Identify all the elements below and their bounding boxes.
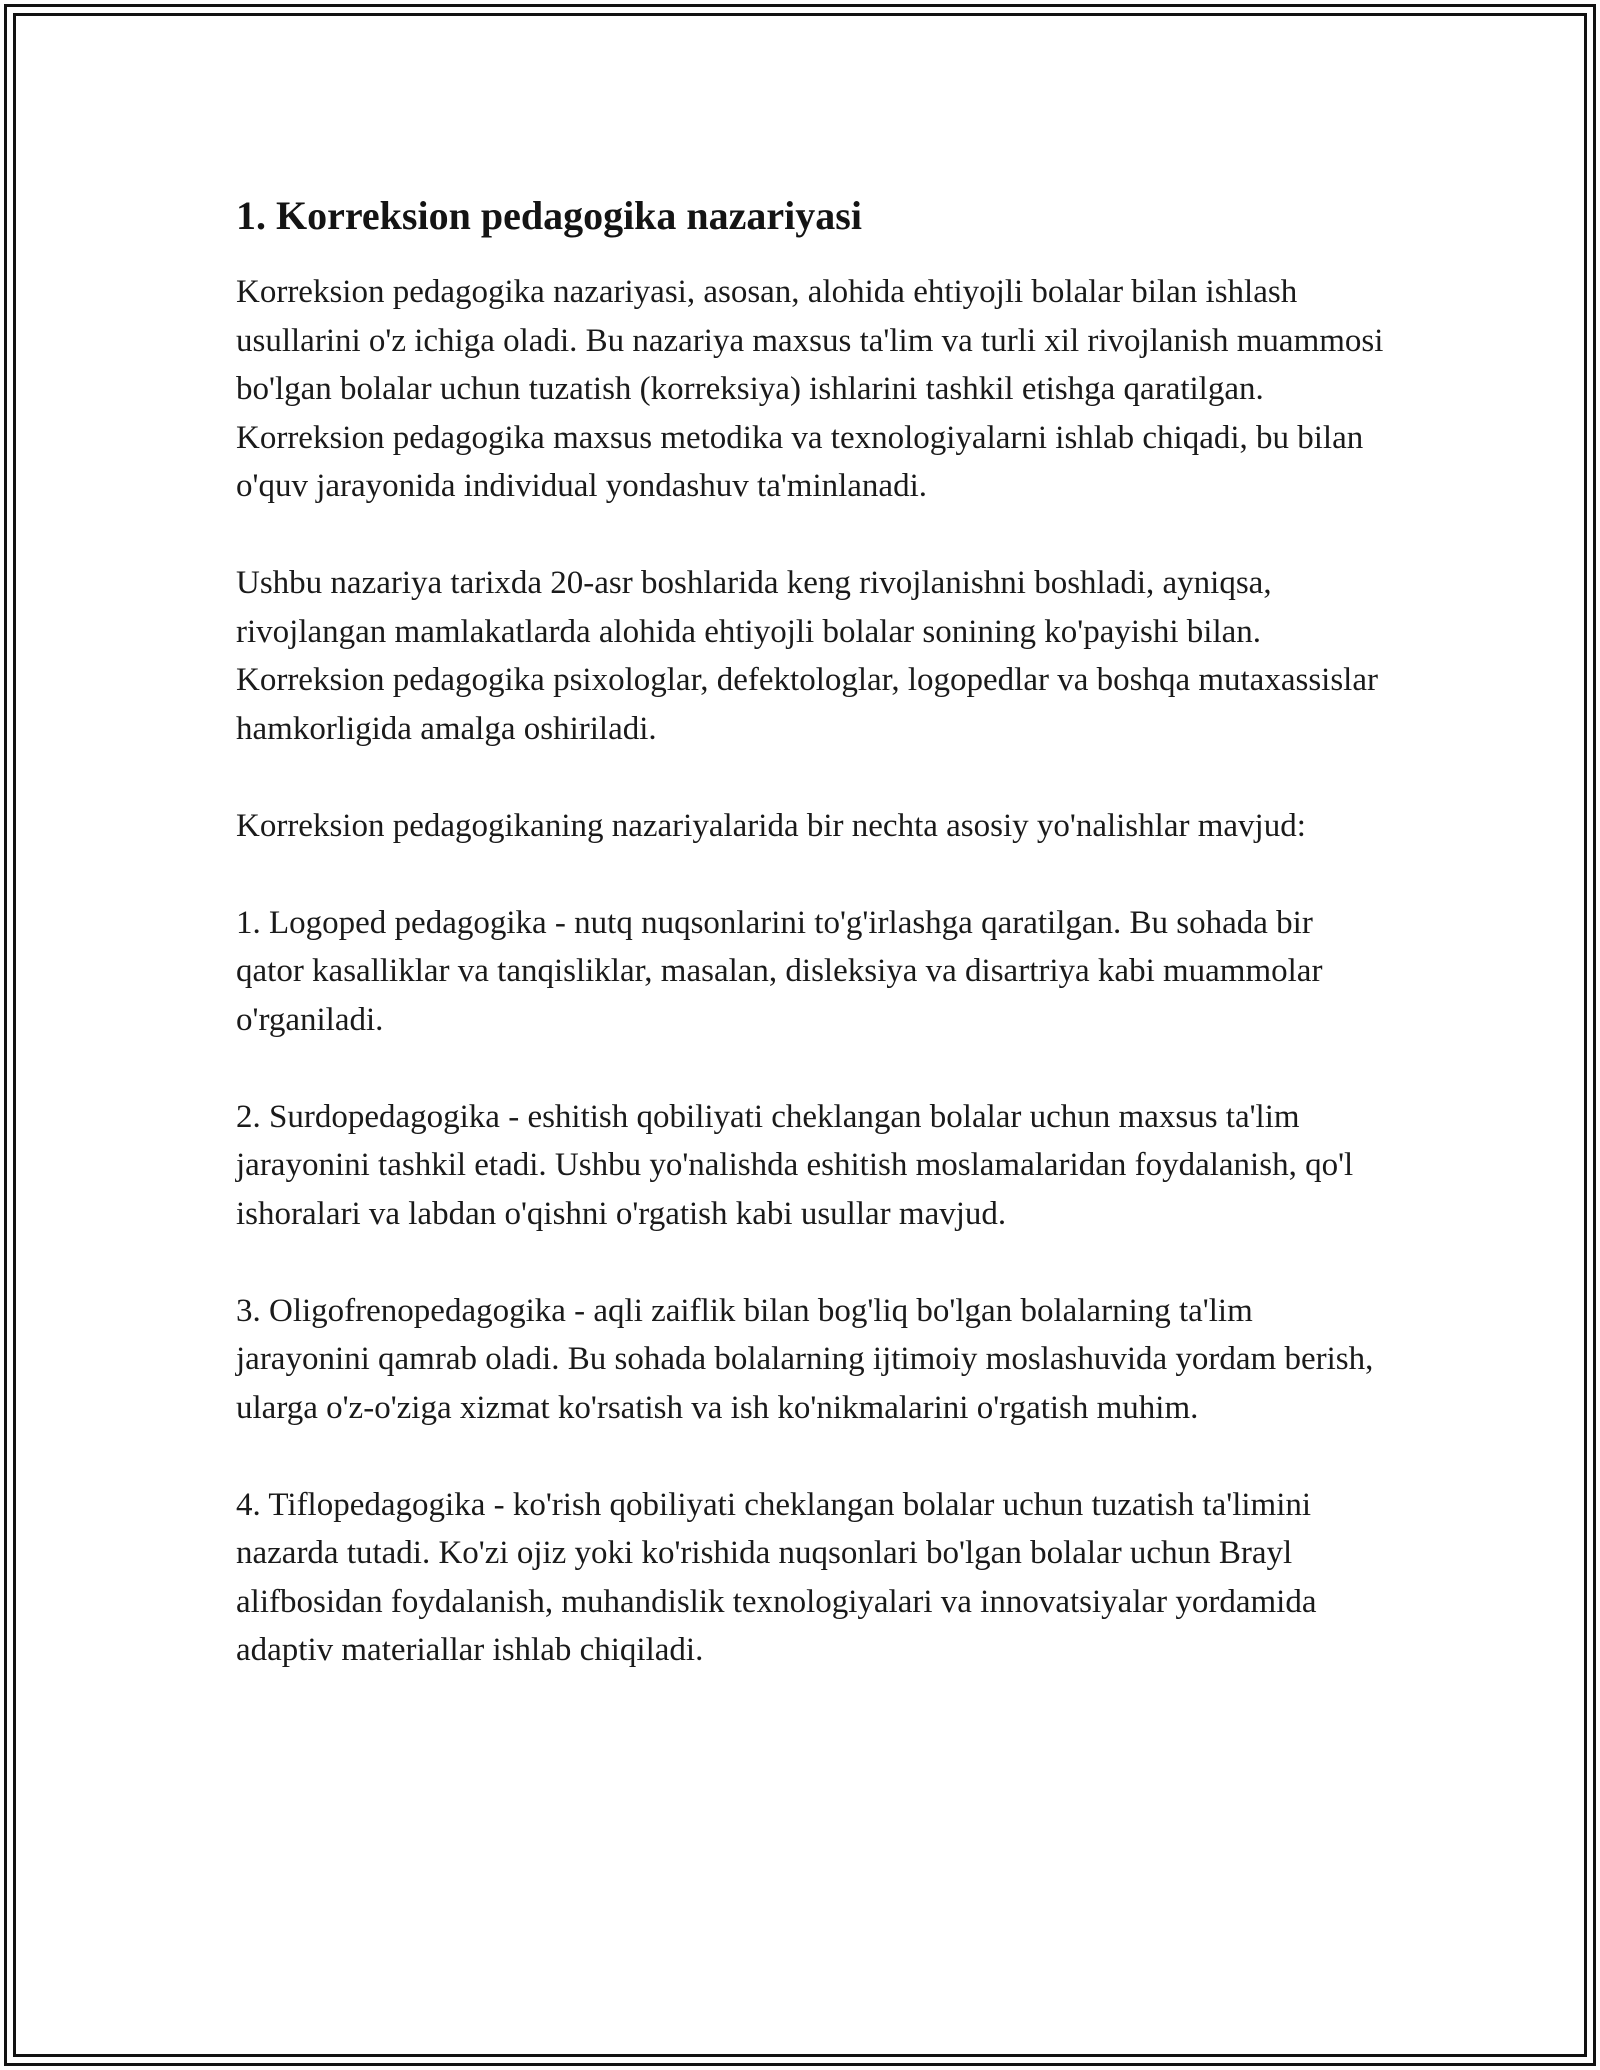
list-item-tiflo: 4. Tiflopedagogika - ko'rish qobiliyati cheklangan bolalar uchun tuzatish ta'limini nazarda tutadi. Ko'zi ojiz yoki ko'rishida nuqsonlari bo'lgan bolalar uchun Brayl alifbosidan foydalanish, muhandislik texnologiyalari va innovatsiyalar yordamida adaptiv materiallar ishlab chiqiladi. [236,1486,1317,1668]
list-item-logoped: 1. Logoped pedagogika - nutq nuqsonlarini to'g'irlashga qaratilgan. Bu sohada bir qator kasalliklar va tanqisliklar, masalan, disleksiya va disartriya kabi muammolar o'rganiladi. [236,904,1323,1038]
list-item-oligofreno: 3. Oligofrenopedagogika - aqli zaiflik bilan bog'liq bo'lgan bolalarning ta'lim jarayonini qamrab oladi. Bu sohada bolalarning ijtimoiy moslashuvida yordam berish, ularga o'z-o'ziga xizmat ko'rsatish va ish ko'nikmalarini o'rgatish muhim. [236,1292,1374,1426]
paragraph-directions-lead: Korreksion pedagogikaning nazariyalarida bir nechta asosiy yo'nalishlar mavjud: [236,807,1306,844]
document-body [236,180,1386,1675]
paragraph-history: Ushbu nazariya tarixda 20-asr boshlarida keng rivojlanishni boshladi, ayniqsa, rivojlangan mamlakatlarda alohida ehtiyojli bolalar sonining ko'payishi bilan. Korreksion pedagogika psixologlar, defektologlar, logopedlar va boshqa mutaxassislar hamkorligida amalga oshiriladi. [236,565,1378,747]
section-title: 1. Korreksion pedagogika nazariyasi [236,193,862,238]
list-item-surdo: 2. Surdopedagogika - eshitish qobiliyati cheklangan bolalar uchun maxsus ta'lim jarayonini tashkil etadi. Ushbu yo'nalishda eshitish moslamalaridan foydalanish, qo'l ishoralari va labdan o'qishni o'rgatish kabi usullar mavjud. [236,1098,1354,1232]
paragraph-intro: Korreksion pedagogika nazariyasi, asosan, alohida ehtiyojli bolalar bilan ishlash usullarini o'z ichiga oladi. Bu nazariya maxsus ta'lim va turli xil rivojlanish muammosi bo'lgan bolalar uchun tuzatish (korreksiya) ishlarini tashkil etishga qaratilgan. Korreksion pedagogika maxsus metodika va texnologiyalarni ishlab chiqadi, bu bilan o'quv jarayonida individual yondashuv ta'minlanadi. [236,274,1384,504]
